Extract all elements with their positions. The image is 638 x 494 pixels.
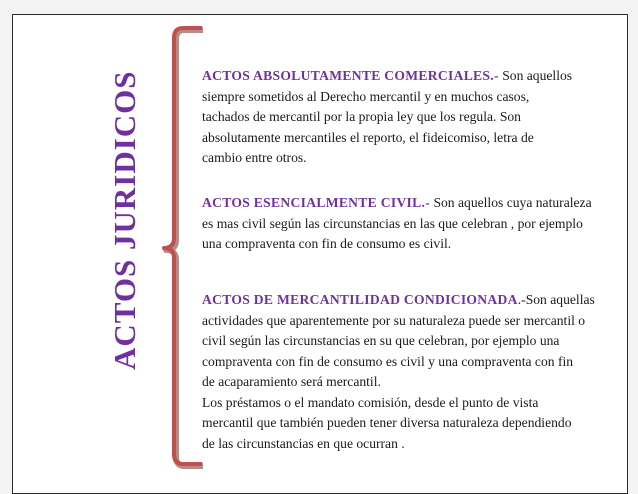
section-first-line bbox=[202, 290, 612, 311]
section-line: de las circunstancias en que ocurran . bbox=[202, 435, 405, 451]
section-line: mercantil que también pueden tener diversa naturaleza dependiendo bbox=[202, 415, 572, 430]
section-line: una compraventa con fin de consumo es civil. bbox=[202, 236, 452, 251]
brace-stroke bbox=[164, 28, 202, 464]
section-line: de acaparamiento será mercantil. bbox=[202, 374, 381, 389]
section-line: Los préstamos o el mandato comisión, desde el punto de vista bbox=[202, 394, 539, 410]
section-line: siempre sometidos al Derecho mercantil y en muchos casos, bbox=[202, 88, 530, 104]
heading-suffix: .- bbox=[517, 292, 526, 307]
section-mercantilidad-condicionada bbox=[202, 290, 612, 454]
section-line: tachados de mercantil por la propia ley que los regula. Son bbox=[202, 109, 521, 124]
section-absolutamente-comerciales bbox=[202, 66, 612, 169]
section-first-line bbox=[202, 193, 612, 214]
section-line: Son aquellos cuya naturaleza bbox=[430, 195, 592, 210]
section-heading: ACTOS DE MERCANTILIDAD CONDICIONADA bbox=[202, 292, 518, 307]
section-line: actividades que aparentemente por su naturaleza puede ser mercantil o bbox=[202, 312, 586, 328]
section-heading: ACTOS ABSOLUTAMENTE COMERCIALES.- bbox=[202, 68, 499, 83]
section-esencialmente-civil bbox=[202, 193, 612, 255]
section-line: Son aquellas bbox=[525, 292, 595, 307]
section-line: cambio entre otros. bbox=[202, 150, 307, 165]
section-line: Son aquellos bbox=[498, 68, 573, 83]
section-line: absolutamente mercantiles el reporto, el fideicomiso, letra de bbox=[202, 129, 534, 145]
section-first-line bbox=[202, 66, 612, 87]
section-line: es mas civil según las circunstancias en las que celebran , por ejemplo bbox=[202, 215, 583, 231]
slide-title: ACTOS JURIDICOS bbox=[107, 70, 142, 370]
section-line: civil según las circunstancias en su que celebran, por ejemplo una bbox=[202, 333, 560, 348]
section-heading: ACTOS ESENCIALMENTE CIVIL.- bbox=[202, 195, 431, 210]
section-line: compraventa con fin de consumo es civil y una compraventa con fin bbox=[202, 353, 574, 369]
